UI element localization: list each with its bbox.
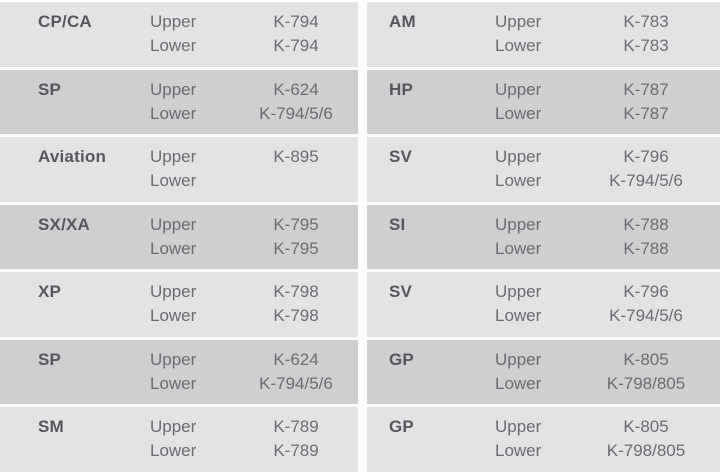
row-lines xyxy=(150,415,358,463)
lower-line xyxy=(150,34,358,58)
model-label: SV xyxy=(389,282,413,302)
lower-value: K-795 xyxy=(273,238,319,258)
upper-line xyxy=(150,145,358,169)
lower-label: Lower xyxy=(495,171,542,191)
upper-label: Upper xyxy=(495,147,542,167)
row-lines xyxy=(495,145,720,193)
upper-label: Upper xyxy=(150,349,197,369)
lower-label: Lower xyxy=(495,441,542,461)
upper-label: Upper xyxy=(150,417,197,437)
row-lines xyxy=(150,213,358,261)
upper-line xyxy=(495,145,720,169)
upper-value: K-788 xyxy=(623,214,669,234)
upper-value: K-795 xyxy=(273,214,319,234)
model-label: HP xyxy=(389,79,414,99)
table-row xyxy=(367,272,720,337)
upper-value: K-789 xyxy=(273,417,319,437)
model-label: GP xyxy=(389,349,414,369)
table-row xyxy=(367,137,720,202)
table-row xyxy=(367,340,720,405)
lower-line xyxy=(150,304,358,328)
lower-label: Lower xyxy=(495,36,542,55)
model-label: SX/XA xyxy=(38,214,91,234)
table-row xyxy=(367,2,720,67)
model-label: SV xyxy=(389,147,413,167)
table-row xyxy=(0,137,358,202)
upper-value: K-624 xyxy=(273,79,319,99)
lower-value: K-787 xyxy=(623,103,669,123)
upper-label: Upper xyxy=(495,12,542,31)
upper-value: K-796 xyxy=(623,282,669,302)
upper-label: Upper xyxy=(495,214,542,234)
lower-label: Lower xyxy=(495,238,542,258)
upper-value: K-805 xyxy=(623,349,669,369)
upper-label: Upper xyxy=(495,417,542,437)
lower-label: Lower xyxy=(495,103,542,123)
row-lines xyxy=(150,280,358,328)
table-row xyxy=(367,205,720,270)
lower-label: Lower xyxy=(150,238,197,258)
row-lines xyxy=(150,348,358,396)
row-lines xyxy=(150,10,358,58)
upper-label: Upper xyxy=(150,147,197,167)
row-lines xyxy=(495,78,720,126)
model-label: SP xyxy=(38,349,62,369)
upper-line xyxy=(150,348,358,372)
upper-line xyxy=(495,415,720,439)
model-label: GP xyxy=(389,417,414,437)
upper-label: Upper xyxy=(495,282,542,302)
upper-label: Upper xyxy=(150,214,197,234)
lower-line xyxy=(150,372,358,396)
row-lines xyxy=(495,280,720,328)
lower-value xyxy=(235,169,357,193)
model-label: XP xyxy=(38,282,62,302)
table-row xyxy=(0,340,358,405)
table-row xyxy=(0,272,358,337)
lower-value: K-794/5/6 xyxy=(609,171,683,191)
upper-line xyxy=(495,348,720,372)
table-row xyxy=(367,407,720,472)
row-lines xyxy=(495,415,720,463)
table-right-column xyxy=(367,0,720,472)
upper-label: Upper xyxy=(150,79,197,99)
upper-line xyxy=(150,78,358,102)
lower-line xyxy=(495,102,720,126)
table-row xyxy=(367,70,720,135)
upper-value: K-796 xyxy=(623,147,669,167)
upper-line xyxy=(495,280,720,304)
upper-label: Upper xyxy=(150,282,197,302)
lower-line xyxy=(495,237,720,261)
table-row xyxy=(0,2,358,67)
lower-value: K-788 xyxy=(623,238,669,258)
lower-line xyxy=(150,169,358,193)
lower-value: K-798 xyxy=(273,306,319,326)
lower-label: Lower xyxy=(150,441,197,461)
upper-value: K-624 xyxy=(273,349,319,369)
lower-line xyxy=(495,439,720,463)
lower-value: K-794/5/6 xyxy=(259,373,333,393)
lower-label: Lower xyxy=(150,103,197,123)
upper-line xyxy=(150,213,358,237)
row-lines xyxy=(150,78,358,126)
lower-value: K-783 xyxy=(623,36,669,55)
upper-value: K-895 xyxy=(273,147,319,167)
upper-value: K-783 xyxy=(623,12,669,31)
upper-line xyxy=(495,78,720,102)
lower-label: Lower xyxy=(495,306,542,326)
upper-value: K-805 xyxy=(623,417,669,437)
table-row xyxy=(0,407,358,472)
model-label: Aviation xyxy=(38,147,107,167)
lower-value: K-789 xyxy=(273,441,319,461)
lower-value: K-794/5/6 xyxy=(609,306,683,326)
upper-label: Upper xyxy=(150,12,197,31)
upper-line xyxy=(150,415,358,439)
upper-value: K-798 xyxy=(273,282,319,302)
upper-value: K-787 xyxy=(623,79,669,99)
model-label: SI xyxy=(389,214,406,234)
lower-value: K-798/805 xyxy=(606,441,686,461)
lower-label: Lower xyxy=(150,171,197,191)
lower-line xyxy=(495,169,720,193)
lower-line xyxy=(150,439,358,463)
lower-value: K-794 xyxy=(273,36,319,55)
model-label: SM xyxy=(38,417,64,437)
lower-line xyxy=(495,304,720,328)
upper-label: Upper xyxy=(495,349,542,369)
upper-line xyxy=(150,280,358,304)
upper-line xyxy=(150,10,358,34)
lower-label: Lower xyxy=(150,373,197,393)
lower-line xyxy=(495,372,720,396)
lower-line xyxy=(150,237,358,261)
row-lines xyxy=(495,10,720,58)
lower-value: K-794/5/6 xyxy=(259,103,333,123)
table-left-column xyxy=(0,0,358,472)
upper-line xyxy=(495,213,720,237)
lower-label: Lower xyxy=(150,36,197,55)
upper-line xyxy=(495,10,720,34)
lower-line xyxy=(495,34,720,58)
row-lines xyxy=(150,145,358,193)
row-lines xyxy=(495,348,720,396)
model-label: CP/CA xyxy=(38,12,92,31)
table-row xyxy=(0,70,358,135)
table-row xyxy=(0,205,358,270)
model-label: SP xyxy=(38,79,62,99)
upper-label: Upper xyxy=(495,79,542,99)
lower-label: Lower xyxy=(495,373,542,393)
model-label: AM xyxy=(389,12,416,31)
upper-value: K-794 xyxy=(273,12,319,31)
lower-value: K-798/805 xyxy=(606,373,686,393)
lower-line xyxy=(150,102,358,126)
row-lines xyxy=(495,213,720,261)
lower-label: Lower xyxy=(150,306,197,326)
